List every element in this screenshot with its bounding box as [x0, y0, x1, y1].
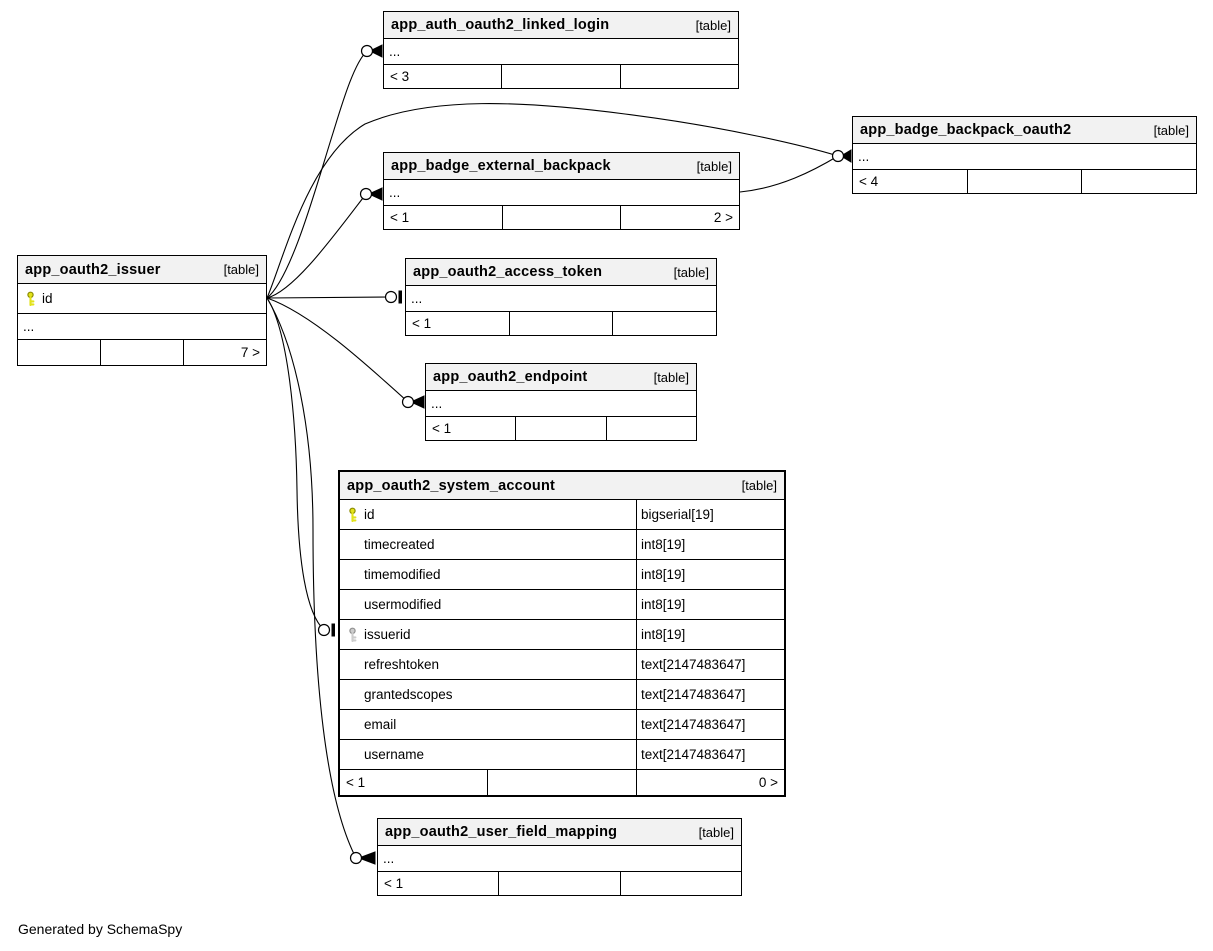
footer-left-count: < 1	[346, 775, 366, 790]
collapsed-columns-row	[18, 314, 266, 340]
footer-middle-cell	[487, 770, 635, 795]
footer-middle-cell	[501, 65, 619, 88]
column-name: id	[42, 291, 53, 306]
footer-right-count	[620, 65, 738, 88]
table-type-tag: [table]	[698, 824, 734, 840]
one-marker-system-account	[319, 624, 336, 637]
crowfoot-marker-endpoint	[403, 396, 425, 408]
column-row-id	[18, 284, 266, 314]
footer-right-count	[620, 872, 741, 895]
column-row-issuerid	[340, 620, 784, 650]
footer-middle-cell	[967, 170, 1082, 193]
column-type: int8[19]	[636, 560, 784, 589]
column-name: username	[364, 747, 425, 762]
table-name: app_oauth2_endpoint	[433, 369, 588, 385]
primary-key-icon	[25, 291, 36, 306]
footer-left-count: < 1	[384, 876, 404, 891]
column-name: timemodified	[364, 567, 441, 582]
relationship-line-issuer-to-endpoint	[267, 298, 408, 402]
table-name: app_oauth2_user_field_mapping	[385, 824, 618, 840]
column-type: int8[19]	[636, 590, 784, 619]
footer-left-count: < 1	[390, 210, 410, 225]
table-app-badge-backpack-oauth2	[852, 116, 1197, 194]
column-name: usermodified	[364, 597, 442, 612]
table-header[interactable]	[384, 153, 739, 180]
footer-middle-cell	[100, 340, 183, 365]
relationship-line-issuer-to-badge-external-backpack	[267, 194, 366, 298]
collapsed-columns-row	[384, 180, 739, 206]
footer-middle-cell	[515, 417, 605, 440]
table-app-oauth2-access-token	[405, 258, 717, 336]
table-type-tag: [table]	[653, 369, 689, 385]
footer-left-count: < 4	[859, 174, 879, 189]
table-name: app_oauth2_system_account	[347, 477, 556, 494]
table-app-auth-oauth2-linked-login	[383, 11, 739, 89]
table-header[interactable]	[384, 12, 738, 39]
relationship-line-issuer-to-access-token	[267, 297, 391, 298]
table-name: app_oauth2_issuer	[25, 261, 161, 278]
relationship-line-issuer-to-linked-login	[267, 51, 367, 298]
table-type-tag: [table]	[741, 478, 777, 493]
column-row-grantedscopes	[340, 680, 784, 710]
table-header[interactable]	[426, 364, 696, 391]
foreign-key-icon	[347, 627, 358, 642]
column-name: timecreated	[364, 537, 435, 552]
table-footer	[426, 417, 696, 440]
footer-left-count: < 1	[432, 421, 452, 436]
footer-right-count: 2 >	[620, 206, 739, 229]
column-type: text[2147483647]	[636, 650, 784, 679]
crowfoot-marker-badge-external-backpack	[361, 188, 383, 200]
table-app-oauth2-user-field-mapping	[377, 818, 742, 896]
footer-left-count: < 1	[412, 316, 432, 331]
table-name: app_auth_oauth2_linked_login	[391, 17, 610, 33]
footer-left-count	[18, 340, 100, 365]
relationship-line-external-backpack-to-badge-backpack-oauth2	[740, 156, 838, 192]
column-row-refreshtoken	[340, 650, 784, 680]
footer-middle-cell	[509, 312, 613, 335]
table-type-tag: [table]	[673, 264, 709, 280]
ellipsis-text: ...	[383, 851, 395, 866]
column-type: text[2147483647]	[636, 740, 784, 769]
footer-middle-cell	[502, 206, 621, 229]
crowfoot-marker-user-field-mapping	[351, 852, 376, 864]
collapsed-columns-row	[384, 39, 738, 65]
column-name: issuerid	[364, 627, 411, 642]
column-type: int8[19]	[636, 530, 784, 559]
table-name: app_badge_backpack_oauth2	[860, 122, 1072, 138]
ellipsis-text: ...	[389, 44, 401, 59]
table-header[interactable]	[18, 256, 266, 284]
table-app-oauth2-system-account	[338, 470, 786, 797]
table-footer	[18, 340, 266, 365]
column-name: refreshtoken	[364, 657, 440, 672]
footer-left-count: < 3	[390, 69, 410, 84]
column-row-email	[340, 710, 784, 740]
column-type: text[2147483647]	[636, 710, 784, 739]
column-row-timemodified	[340, 560, 784, 590]
ellipsis-text: ...	[389, 185, 401, 200]
collapsed-columns-row	[378, 846, 741, 872]
column-type: int8[19]	[636, 620, 784, 649]
table-type-tag: [table]	[695, 17, 731, 33]
table-app-oauth2-issuer	[17, 255, 267, 366]
relationship-line-issuer-to-system-account	[267, 298, 324, 630]
column-row-username	[340, 740, 784, 770]
table-header[interactable]	[853, 117, 1196, 144]
ellipsis-text: ...	[23, 319, 35, 334]
table-header[interactable]	[406, 259, 716, 286]
footer-middle-cell	[498, 872, 619, 895]
footer-right-count	[1081, 170, 1196, 193]
footer-right-count: 0 >	[636, 770, 784, 795]
column-name: email	[364, 717, 397, 732]
crowfoot-marker-badge-backpack-oauth2	[833, 150, 852, 162]
generator-note: Generated by SchemaSpy	[18, 921, 183, 937]
column-row-usermodified	[340, 590, 784, 620]
ellipsis-text: ...	[431, 396, 443, 411]
table-footer	[340, 770, 784, 795]
table-footer	[853, 170, 1196, 193]
primary-key-icon	[347, 507, 358, 522]
table-app-oauth2-endpoint	[425, 363, 697, 441]
column-row-timecreated	[340, 530, 784, 560]
table-app-badge-external-backpack	[383, 152, 740, 230]
table-type-tag: [table]	[696, 158, 732, 174]
crowfoot-marker-linked-login	[362, 45, 383, 57]
table-name: app_badge_external_backpack	[391, 158, 611, 174]
table-footer	[384, 65, 738, 88]
table-footer	[406, 312, 716, 335]
footer-right-count	[612, 312, 716, 335]
table-header[interactable]	[378, 819, 741, 846]
table-type-tag: [table]	[1153, 122, 1189, 138]
collapsed-columns-row	[426, 391, 696, 417]
table-footer	[378, 872, 741, 895]
column-type: text[2147483647]	[636, 680, 784, 709]
column-type: bigserial[19]	[636, 500, 784, 529]
ellipsis-text: ...	[858, 149, 870, 164]
one-marker-access-token	[386, 291, 403, 304]
footer-right-count	[606, 417, 696, 440]
column-row-id	[340, 500, 784, 530]
table-header[interactable]	[340, 472, 784, 500]
footer-right-count: 7 >	[183, 340, 266, 365]
collapsed-columns-row	[853, 144, 1196, 170]
column-name: id	[364, 507, 375, 522]
ellipsis-text: ...	[411, 291, 423, 306]
collapsed-columns-row	[406, 286, 716, 312]
table-name: app_oauth2_access_token	[413, 264, 603, 280]
table-type-tag: [table]	[223, 262, 259, 277]
column-name: grantedscopes	[364, 687, 453, 702]
table-footer	[384, 206, 739, 229]
